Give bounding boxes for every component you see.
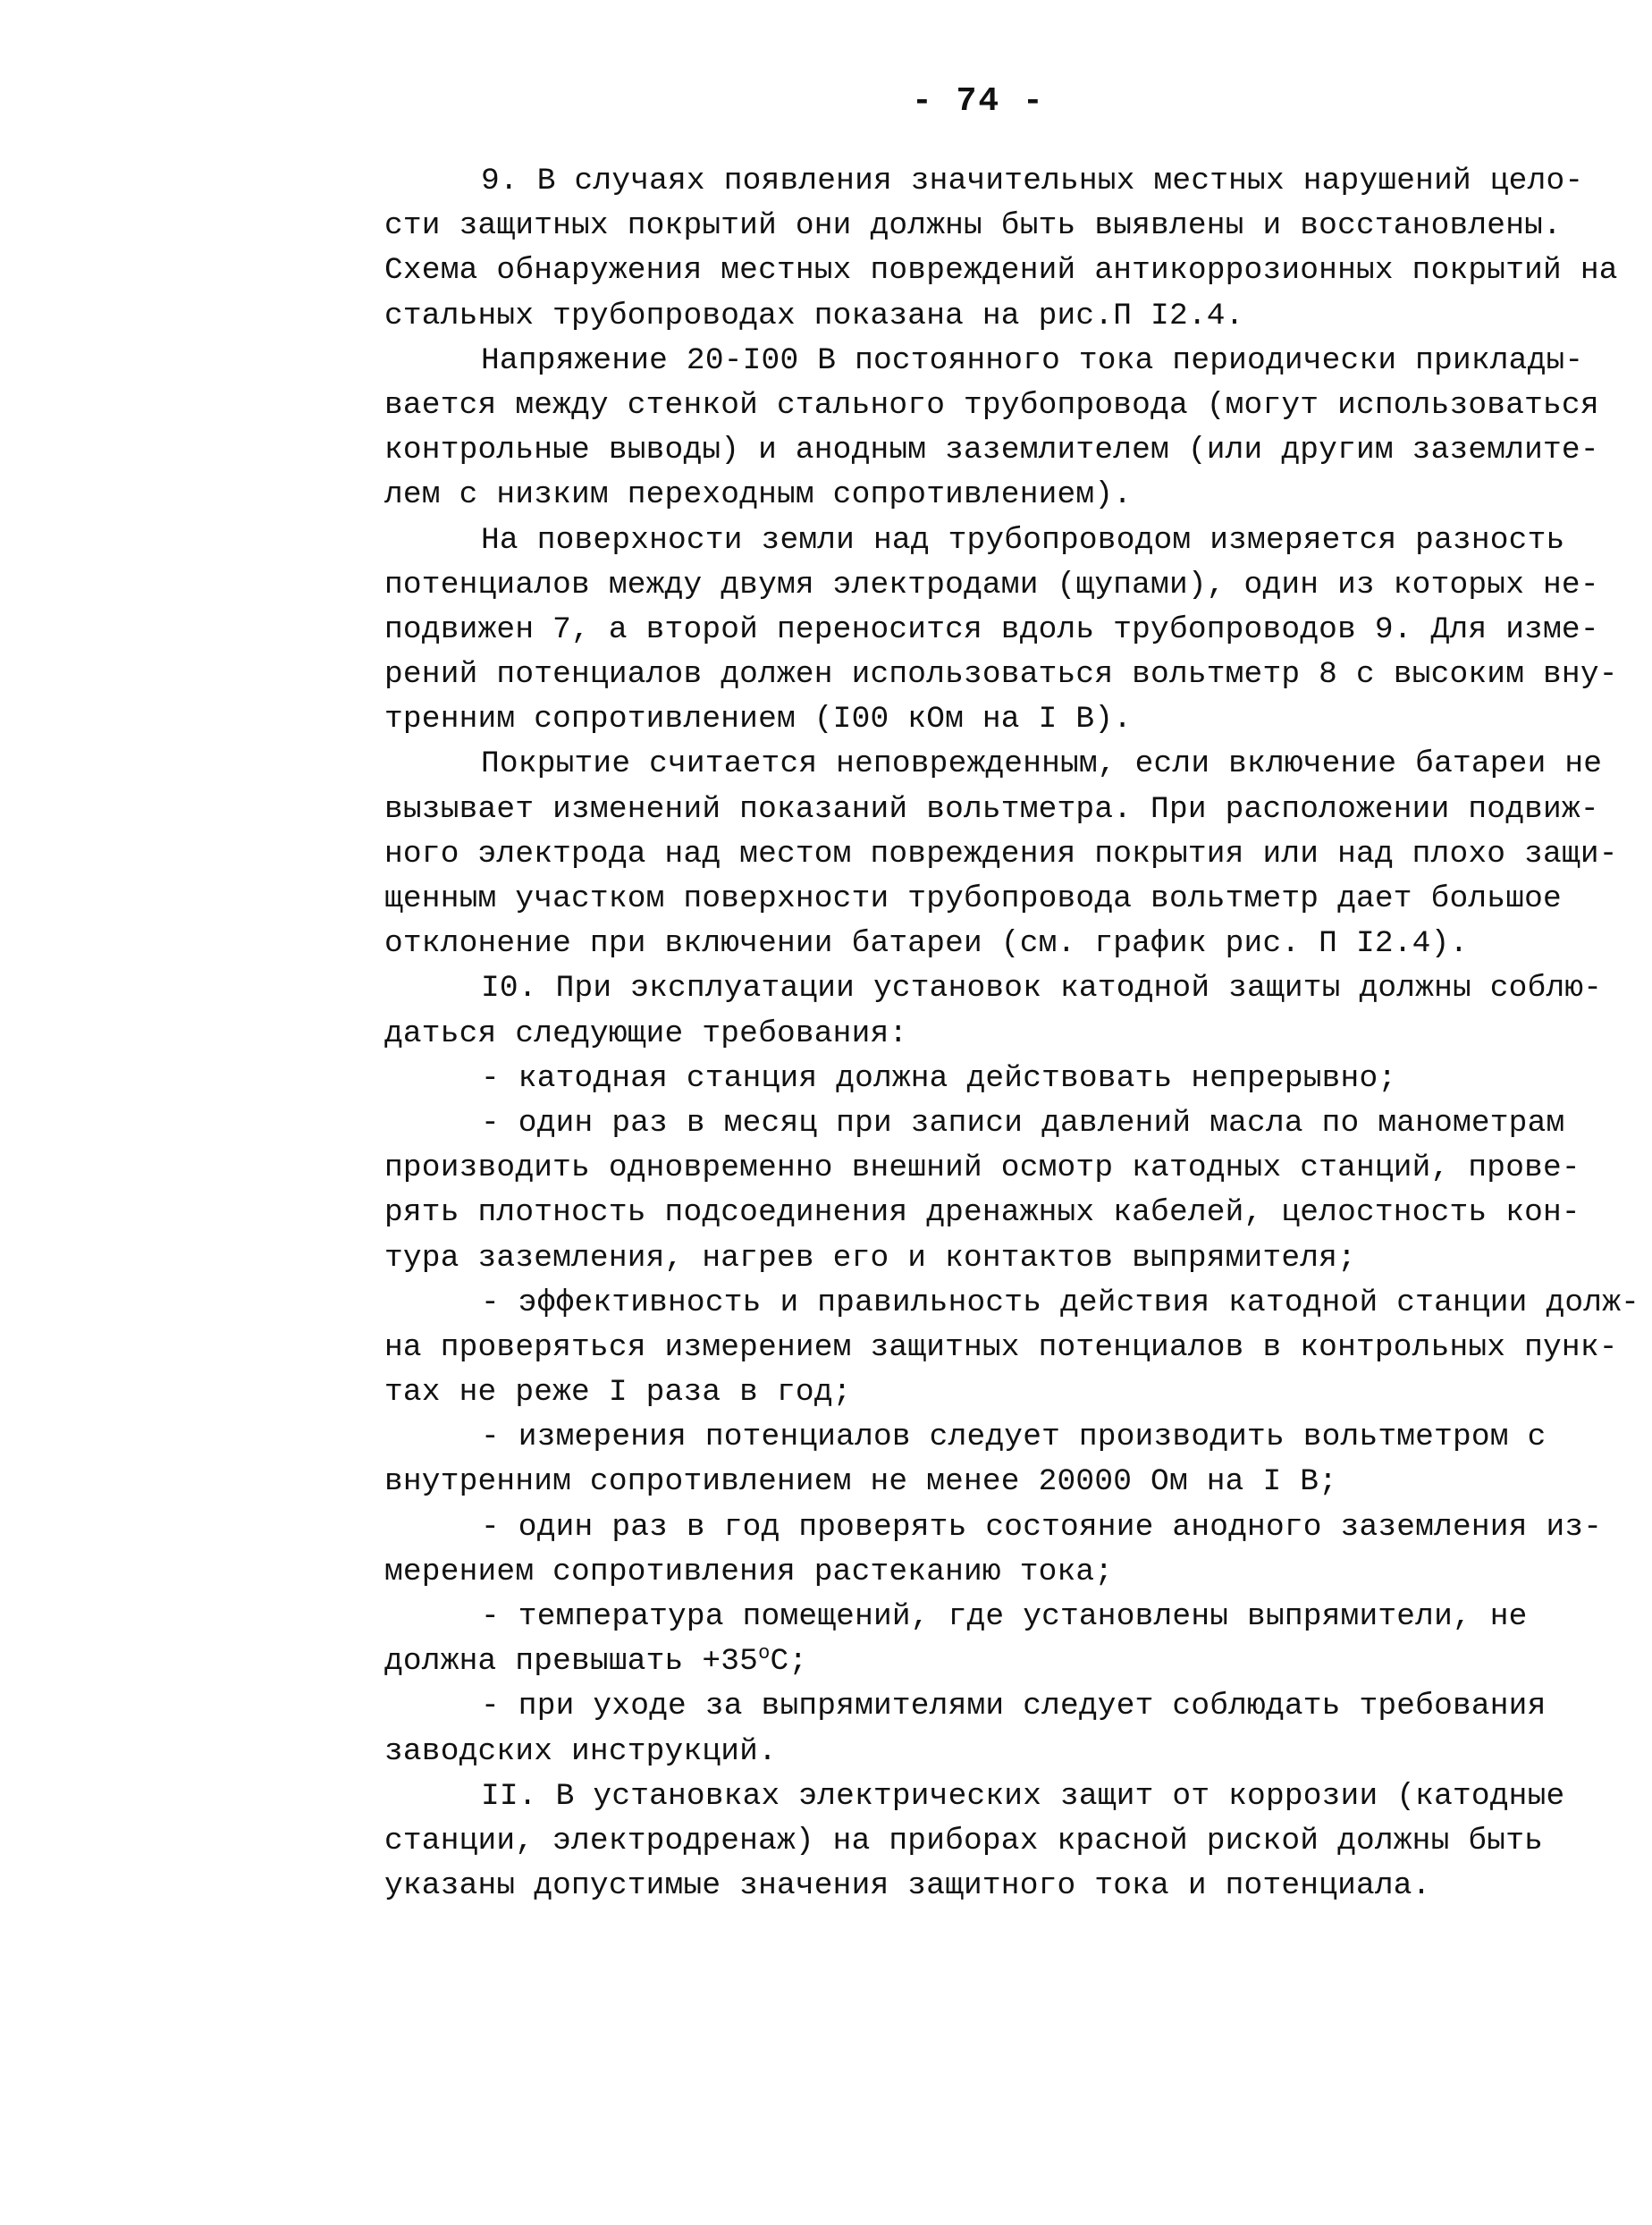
text-line <box>384 1460 1600 1504</box>
text-line <box>384 383 1600 428</box>
text-line <box>384 1236 1600 1281</box>
text-line <box>384 788 1600 832</box>
text-line-content: - эффективность и правильность действия катодной станции долж- <box>481 1285 1640 1320</box>
text-line-content: стальных трубопроводах показана на рис.П I2.4. <box>384 298 1244 333</box>
text-line-content: подвижен 7, а второй переносится вдоль трубопроводов 9. Для изме- <box>384 611 1599 647</box>
text-line-content: Напряжение 20-I00 В постоянного тока периодически приклады- <box>481 342 1584 378</box>
text-line <box>384 1684 1600 1729</box>
text-line <box>384 697 1600 742</box>
text-line-content: рять плотность подсоединения дренажных кабелей, целостность кон- <box>384 1195 1580 1231</box>
text-line <box>384 518 1600 563</box>
text-line <box>384 1012 1600 1057</box>
text-line-content: сти защитных покрытий они должны быть выявлены и восстановлены. <box>384 208 1562 244</box>
text-line <box>384 832 1618 877</box>
text-line-content: вызывает изменений показаний вольтметра. При расположении подвиж- <box>384 791 1599 827</box>
text-line-content: ного электрода над местом повреждения покрытия или над плохо защи- <box>384 836 1618 872</box>
text-line-content: - один раз в месяц при записи давлений масла по манометрам <box>481 1105 1565 1141</box>
text-line <box>384 922 1600 966</box>
text-line <box>384 1819 1600 1864</box>
text-line-content: контрольные выводы) и анодным заземлителем (или другим заземлите- <box>384 433 1599 468</box>
text-line <box>384 428 1600 473</box>
text-line-content: - катодная станция должна действовать непрерывно; <box>481 1060 1397 1096</box>
text-line <box>384 1191 1600 1235</box>
text-line <box>384 1774 1600 1819</box>
text-line-content: тренним сопротивлением (I00 кОм на I В). <box>384 702 1133 737</box>
degree-superscript: o <box>758 1642 771 1665</box>
text-line-content: лем с низким переходным сопротивлением). <box>384 477 1133 513</box>
text-line-content: тура заземления, нагрев его и контактов выпрямителя; <box>384 1240 1356 1276</box>
text-line <box>384 1057 1600 1101</box>
text-line <box>384 204 1600 249</box>
text-line-content: II. В установках электрических защит от коррозии (катодные <box>481 1778 1565 1814</box>
text-line <box>384 1864 1600 1909</box>
text-line-content: отклонение при включении батареи (см. график рис. П I2.4). <box>384 926 1469 962</box>
text-line-suffix: С; <box>770 1644 808 1680</box>
text-line-content: потенциалов между двумя электродами (щупами), один из которых не- <box>384 567 1599 603</box>
text-line-content: щенным участком поверхности трубопровода вольтметр дает большое <box>384 881 1562 916</box>
text-line-content: 9. В случаях появления значительных местных нарушений цело- <box>481 164 1584 198</box>
body-text <box>384 159 1640 1909</box>
text-line-content: заводских инструкций. <box>384 1733 777 1769</box>
page-number: - 74 - <box>912 82 1045 121</box>
text-line <box>384 653 1618 697</box>
text-line <box>384 966 1603 1011</box>
text-line-content: - температура помещений, где установлены выпрямители, не <box>481 1599 1528 1634</box>
text-line-content: Схема обнаружения местных повреждений антикоррозионных покрытий на <box>384 253 1618 289</box>
text-line <box>384 473 1600 518</box>
text-line-content: указаны допустимые значения защитного тока и потенциала. <box>384 1868 1431 1904</box>
text-line <box>384 1730 1600 1774</box>
text-line-content: тах не реже I раза в год; <box>384 1375 852 1411</box>
text-line-content: рений потенциалов должен использоваться вольтметр 8 с высоким вну- <box>384 657 1618 693</box>
text-line <box>384 877 1600 922</box>
text-line <box>384 1326 1618 1370</box>
text-line <box>384 1595 1600 1639</box>
text-line-content: Покрытие считается неповрежденным, если включение батареи не <box>481 746 1603 782</box>
text-line-content: - измерения потенциалов следует производить вольтметром с <box>481 1420 1547 1455</box>
text-line-content: На поверхности земли над трубопроводом измеряется разность <box>481 522 1565 558</box>
text-line <box>384 1281 1640 1326</box>
text-line-content: I0. При эксплуатации установок катодной защиты должны соблю- <box>481 971 1603 1007</box>
text-line-content: производить одновременно внешний осмотр катодных станций, прове- <box>384 1150 1580 1186</box>
text-line <box>384 249 1618 293</box>
text-line <box>384 1146 1600 1191</box>
text-line <box>384 1505 1603 1550</box>
text-line-content: мерением сопротивления растеканию тока; <box>384 1554 1114 1589</box>
text-line <box>384 294 1600 339</box>
text-line-content: должна превышать +35 <box>384 1644 759 1680</box>
text-line <box>384 1101 1600 1146</box>
text-line <box>384 339 1600 383</box>
text-line <box>384 1370 1600 1415</box>
text-line <box>384 563 1600 608</box>
text-line-content: внутренним сопротивлением не менее 20000 Ом на I В; <box>384 1464 1338 1500</box>
text-line <box>384 1415 1600 1460</box>
text-line-content: даться следующие требования: <box>384 1016 908 1051</box>
text-line-content: - при уходе за выпрямителями следует соблюдать требования <box>481 1689 1547 1724</box>
text-line-content: станции, электродренаж) на приборах красной риской должны быть <box>384 1823 1544 1858</box>
text-line-content: на проверяться измерением защитных потенциалов в контрольных пунк- <box>384 1329 1618 1365</box>
text-line-content: - один раз в год проверять состояние анодного заземления из- <box>481 1509 1603 1545</box>
text-line-content: вается между стенкой стального трубопровода (могут использоваться <box>384 387 1599 423</box>
text-line <box>384 608 1600 653</box>
text-line <box>384 742 1603 787</box>
text-line <box>384 1639 1600 1684</box>
text-line <box>384 159 1600 204</box>
text-line <box>384 1550 1600 1595</box>
